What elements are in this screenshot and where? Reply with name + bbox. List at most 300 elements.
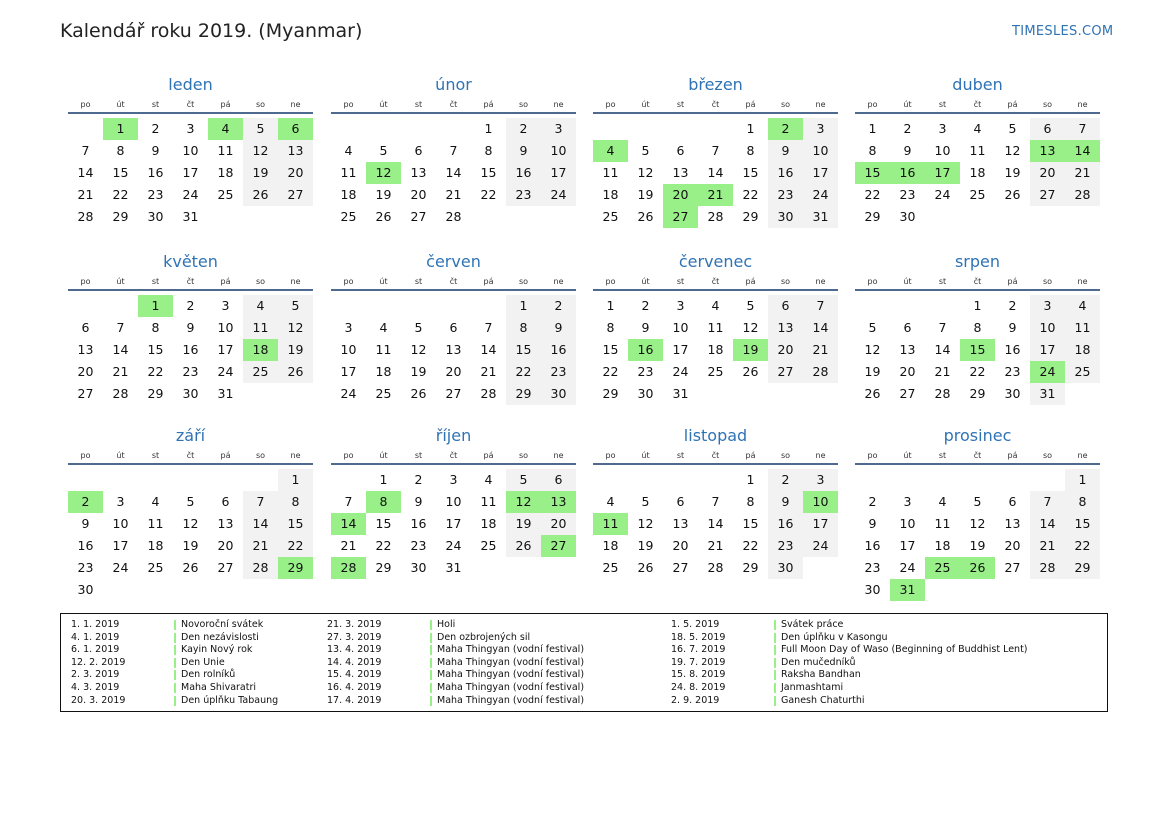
day-cell: 21 — [112, 364, 129, 379]
empty-cell — [855, 469, 890, 491]
legend-color-marker — [430, 620, 432, 630]
empty-cell — [436, 295, 471, 317]
legend-holiday-name: Full Moon Day of Waso (Beginning of Buddhist Lent) — [781, 644, 1028, 656]
legend-color-marker — [174, 620, 176, 630]
month-name: červen — [426, 252, 481, 271]
weekday-label: čt — [973, 277, 982, 286]
day-cell: 2 — [641, 298, 650, 313]
day-cell: 25 — [707, 364, 724, 379]
day-cell: 19 — [375, 187, 392, 202]
day-cell: 27 — [768, 361, 803, 383]
weekday-label: so — [780, 100, 791, 109]
legend-holiday-name: Maha Shivaratri — [181, 681, 257, 693]
day-cell: 11 — [217, 143, 234, 158]
day-cell: 14 — [707, 516, 724, 531]
legend-holiday-name: Maha Thingyan (vodní festival) — [437, 644, 585, 656]
weekday-label: čt — [186, 451, 195, 460]
holiday-legend — [60, 613, 1108, 712]
day-cell: 6 — [221, 494, 230, 509]
day-cell: 2 — [903, 121, 912, 136]
day-cell: 20 — [410, 187, 427, 202]
day-cell: 8 — [484, 143, 493, 158]
legend-holiday-name: Ganesh Chaturthi — [781, 694, 865, 706]
day-cell: 7 — [711, 494, 720, 509]
day-cell: 19 — [243, 162, 278, 184]
day-cell: 28 — [934, 386, 951, 401]
empty-cell — [68, 295, 103, 317]
holiday-day: 4 — [593, 140, 628, 162]
day-cell: 9 — [414, 494, 423, 509]
weekday-label: so — [518, 277, 529, 286]
weekday-label: po — [343, 277, 354, 286]
legend-row — [71, 632, 278, 645]
legend-holiday-name: Holi — [437, 619, 456, 630]
weekday-label: pá — [483, 451, 494, 460]
weekday-header — [331, 449, 576, 465]
empty-cell — [593, 118, 628, 140]
day-cell: 25 — [340, 209, 357, 224]
legend-color-marker — [174, 683, 176, 693]
weekday-label: út — [903, 100, 912, 109]
day-cell: 22 — [112, 187, 129, 202]
day-cell: 10 — [112, 516, 129, 531]
day-cell: 12 — [637, 516, 654, 531]
day-cell: 17 — [803, 513, 838, 535]
day-cell: 24 — [803, 535, 838, 557]
brand-link[interactable]: TIMESLES.COM — [1012, 24, 1114, 39]
day-cell: 22 — [742, 187, 759, 202]
day-cell: 29 — [375, 560, 392, 575]
day-cell: 29 — [147, 386, 164, 401]
legend-color-marker — [430, 683, 432, 693]
day-cell: 28 — [77, 209, 94, 224]
day-cell: 24 — [899, 560, 916, 575]
holiday-day: 15 — [960, 339, 995, 361]
legend-color-marker — [774, 620, 776, 630]
legend-date: 2. 9. 2019 — [671, 694, 720, 706]
empty-cell — [331, 469, 366, 491]
day-cell: 11 — [602, 165, 619, 180]
day-cell: 16 — [768, 513, 803, 535]
day-cell: 31 — [217, 386, 234, 401]
day-cell: 5 — [243, 118, 278, 140]
day-cell: 31 — [803, 206, 838, 228]
day-cell: 3 — [221, 298, 230, 313]
day-cell: 8 — [506, 317, 541, 339]
day-cell: 23 — [864, 560, 881, 575]
weekday-header — [331, 275, 576, 291]
day-cell: 1 — [746, 121, 755, 136]
weekday-label: čt — [449, 100, 458, 109]
day-cell: 13 — [410, 165, 427, 180]
weekday-label: so — [255, 277, 266, 286]
day-cell: 10 — [1030, 317, 1065, 339]
day-cell: 6 — [903, 320, 912, 335]
day-cell: 19 — [1004, 165, 1021, 180]
day-cell: 28 — [480, 386, 497, 401]
day-cell: 30 — [77, 582, 94, 597]
legend-color-marker — [174, 696, 176, 706]
day-cell: 16 — [410, 516, 427, 531]
day-cell: 10 — [182, 143, 199, 158]
day-cell: 26 — [742, 364, 759, 379]
day-cell: 5 — [1008, 121, 1017, 136]
holiday-day: 27 — [663, 206, 698, 228]
day-cell: 26 — [864, 386, 881, 401]
legend-holiday-name: Maha Thingyan (vodní festival) — [437, 669, 585, 681]
empty-cell — [960, 469, 995, 491]
day-cell: 17 — [541, 162, 576, 184]
legend-holiday-name: Den rolníků — [181, 669, 236, 681]
day-grid — [68, 118, 313, 228]
empty-cell — [593, 469, 628, 491]
empty-cell — [663, 469, 698, 491]
day-cell: 27 — [278, 184, 313, 206]
day-cell: 27 — [445, 386, 462, 401]
weekday-header — [855, 275, 1100, 291]
day-cell: 5 — [641, 143, 650, 158]
day-cell: 9 — [768, 140, 803, 162]
month-11 — [855, 423, 1100, 601]
day-cell: 28 — [1030, 557, 1065, 579]
month-name: březen — [688, 75, 743, 94]
legend-row — [71, 644, 278, 657]
weekday-label: po — [867, 100, 878, 109]
legend-color-marker — [774, 645, 776, 655]
day-cell: 17 — [182, 165, 199, 180]
day-cell: 3 — [116, 494, 125, 509]
day-cell: 22 — [969, 364, 986, 379]
day-cell: 4 — [1065, 295, 1100, 317]
day-cell: 17 — [217, 342, 234, 357]
day-cell: 23 — [768, 184, 803, 206]
holiday-day: 12 — [506, 491, 541, 513]
weekday-label: čt — [711, 100, 720, 109]
weekday-label: st — [151, 451, 160, 460]
weekday-label: so — [518, 451, 529, 460]
day-cell: 3 — [1030, 295, 1065, 317]
legend-color-marker — [174, 658, 176, 668]
month-9 — [331, 423, 576, 579]
day-cell: 29 — [864, 209, 881, 224]
day-cell: 30 — [864, 582, 881, 597]
day-cell: 18 — [375, 364, 392, 379]
legend-date: 6. 1. 2019 — [71, 644, 120, 656]
weekday-label: út — [903, 277, 912, 286]
day-cell: 16 — [768, 162, 803, 184]
legend-row — [671, 657, 1028, 670]
day-cell: 3 — [938, 121, 947, 136]
day-cell: 6 — [449, 320, 458, 335]
weekday-label: st — [676, 277, 685, 286]
day-cell: 22 — [602, 364, 619, 379]
weekday-label: po — [80, 100, 91, 109]
weekday-label: út — [641, 277, 650, 286]
empty-cell — [698, 469, 733, 491]
day-grid — [855, 295, 1100, 405]
empty-cell — [698, 118, 733, 140]
day-cell: 11 — [340, 165, 357, 180]
day-cell: 30 — [541, 383, 576, 405]
holiday-day: 2 — [68, 491, 103, 513]
day-cell: 8 — [278, 491, 313, 513]
day-cell: 6 — [1030, 118, 1065, 140]
day-cell: 25 — [480, 538, 497, 553]
day-cell: 24 — [934, 187, 951, 202]
holiday-day: 27 — [541, 535, 576, 557]
day-cell: 4 — [344, 143, 353, 158]
holiday-day: 28 — [331, 557, 366, 579]
day-cell: 20 — [768, 339, 803, 361]
day-cell: 11 — [934, 516, 951, 531]
weekday-label: út — [379, 451, 388, 460]
day-cell: 14 — [480, 342, 497, 357]
day-cell: 1 — [278, 469, 313, 491]
day-cell: 5 — [379, 143, 388, 158]
day-cell: 19 — [637, 187, 654, 202]
day-cell: 8 — [746, 143, 755, 158]
day-cell: 6 — [541, 469, 576, 491]
empty-cell — [628, 469, 663, 491]
legend-date: 24. 8. 2019 — [671, 681, 726, 693]
day-cell: 4 — [973, 121, 982, 136]
weekday-label: so — [255, 100, 266, 109]
day-cell: 22 — [480, 187, 497, 202]
legend-holiday-name: Den Unie — [181, 656, 225, 668]
day-cell: 21 — [803, 339, 838, 361]
legend-holiday-name: Den úplňku Tabaung — [181, 694, 279, 706]
day-cell: 5 — [973, 494, 982, 509]
weekday-label: ne — [815, 277, 826, 286]
legend-holiday-name: Den nezávislosti — [181, 631, 259, 643]
day-cell: 18 — [707, 342, 724, 357]
day-cell: 21 — [1030, 535, 1065, 557]
day-cell: 12 — [742, 320, 759, 335]
weekday-label: so — [1042, 451, 1053, 460]
legend-color-marker — [174, 670, 176, 680]
holiday-day: 15 — [855, 162, 890, 184]
legend-row — [327, 669, 584, 682]
day-cell: 9 — [903, 143, 912, 158]
day-cell: 10 — [934, 143, 951, 158]
day-cell: 13 — [1004, 516, 1021, 531]
empty-cell — [855, 295, 890, 317]
day-cell: 7 — [484, 320, 493, 335]
empty-cell — [138, 469, 173, 491]
day-cell: 25 — [375, 386, 392, 401]
day-cell: 20 — [899, 364, 916, 379]
day-cell: 21 — [445, 187, 462, 202]
day-cell: 9 — [541, 317, 576, 339]
day-cell: 24 — [182, 187, 199, 202]
day-cell: 24 — [445, 538, 462, 553]
holiday-day: 2 — [768, 118, 803, 140]
weekday-label: pá — [1007, 100, 1018, 109]
day-grid — [331, 295, 576, 405]
holiday-day: 1 — [138, 295, 173, 317]
legend-color-marker — [774, 683, 776, 693]
legend-holiday-name: Kayin Nový rok — [181, 644, 253, 656]
weekday-label: st — [938, 100, 947, 109]
day-cell: 13 — [899, 342, 916, 357]
legend-date: 15. 4. 2019 — [327, 669, 382, 681]
legend-holiday-name: Den ozbrojených sil — [437, 631, 531, 643]
legend-date: 21. 3. 2019 — [327, 619, 382, 630]
legend-holiday-name: Novoroční svátek — [181, 619, 264, 630]
day-cell: 30 — [637, 386, 654, 401]
month-name: říjen — [435, 426, 472, 445]
day-cell: 27 — [1030, 184, 1065, 206]
legend-column — [71, 619, 278, 707]
day-cell: 30 — [410, 560, 427, 575]
day-cell: 8 — [746, 494, 755, 509]
day-cell: 14 — [934, 342, 951, 357]
weekday-label: ne — [553, 277, 564, 286]
legend-date: 4. 1. 2019 — [71, 631, 120, 643]
day-cell: 28 — [243, 557, 278, 579]
legend-holiday-name: Raksha Bandhan — [781, 669, 861, 681]
day-cell: 22 — [506, 361, 541, 383]
day-cell: 26 — [410, 386, 427, 401]
weekday-label: st — [676, 100, 685, 109]
weekday-label: po — [343, 100, 354, 109]
weekday-label: čt — [711, 277, 720, 286]
day-cell: 24 — [541, 184, 576, 206]
day-cell: 28 — [803, 361, 838, 383]
legend-row — [671, 644, 1028, 657]
weekday-label: čt — [186, 277, 195, 286]
day-cell: 31 — [182, 209, 199, 224]
day-cell: 18 — [602, 187, 619, 202]
day-cell: 13 — [278, 140, 313, 162]
day-cell: 7 — [803, 295, 838, 317]
weekday-label: ne — [553, 100, 564, 109]
day-cell: 29 — [602, 386, 619, 401]
legend-row — [71, 695, 278, 708]
legend-date: 15. 8. 2019 — [671, 669, 726, 681]
day-cell: 25 — [969, 187, 986, 202]
weekday-header — [68, 449, 313, 465]
legend-date: 12. 2. 2019 — [71, 656, 126, 668]
holiday-day: 21 — [698, 184, 733, 206]
month-10 — [593, 423, 838, 579]
legend-holiday-name: Maha Thingyan (vodní festival) — [437, 681, 585, 693]
day-cell: 29 — [969, 386, 986, 401]
day-cell: 16 — [864, 538, 881, 553]
weekday-label: st — [414, 100, 423, 109]
day-cell: 23 — [147, 187, 164, 202]
holiday-day: 11 — [593, 513, 628, 535]
month-name: červenec — [678, 252, 753, 271]
weekday-label: po — [605, 451, 616, 460]
day-cell: 9 — [81, 516, 90, 531]
day-cell: 13 — [77, 342, 94, 357]
weekday-label: čt — [973, 451, 982, 460]
day-cell: 6 — [414, 143, 423, 158]
day-cell: 3 — [186, 121, 195, 136]
empty-cell — [173, 469, 208, 491]
day-cell: 16 — [182, 342, 199, 357]
day-grid — [855, 469, 1100, 601]
day-cell: 18 — [340, 187, 357, 202]
empty-cell — [208, 469, 243, 491]
day-cell: 12 — [410, 342, 427, 357]
legend-row — [671, 619, 1028, 632]
legend-date: 27. 3. 2019 — [327, 631, 382, 643]
weekday-header — [68, 275, 313, 291]
weekday-label: pá — [745, 277, 756, 286]
day-cell: 21 — [480, 364, 497, 379]
legend-color-marker — [430, 696, 432, 706]
weekday-label: ne — [290, 100, 301, 109]
day-cell: 7 — [116, 320, 125, 335]
day-cell: 12 — [1004, 143, 1021, 158]
day-cell: 8 — [868, 143, 877, 158]
month-name: duben — [952, 75, 1003, 94]
day-cell: 7 — [344, 494, 353, 509]
legend-holiday-name: Den úplňku v Kasongu — [781, 631, 888, 643]
day-cell: 20 — [541, 513, 576, 535]
legend-date: 4. 3. 2019 — [71, 681, 120, 693]
legend-row — [327, 695, 584, 708]
weekday-label: po — [605, 277, 616, 286]
day-cell: 20 — [445, 364, 462, 379]
weekday-label: út — [903, 451, 912, 460]
day-cell: 17 — [340, 364, 357, 379]
day-cell: 11 — [147, 516, 164, 531]
holiday-day: 20 — [663, 184, 698, 206]
holiday-day: 13 — [541, 491, 576, 513]
holiday-day: 16 — [890, 162, 925, 184]
day-cell: 6 — [768, 295, 803, 317]
legend-date: 13. 4. 2019 — [327, 644, 382, 656]
day-cell: 26 — [1004, 187, 1021, 202]
day-cell: 21 — [707, 538, 724, 553]
day-cell: 5 — [414, 320, 423, 335]
day-cell: 7 — [711, 143, 720, 158]
weekday-label: po — [80, 277, 91, 286]
day-cell: 23 — [182, 364, 199, 379]
weekday-label: ne — [1077, 100, 1088, 109]
day-cell: 26 — [637, 560, 654, 575]
day-cell: 30 — [1004, 386, 1021, 401]
day-cell: 1 — [506, 295, 541, 317]
holiday-day: 8 — [366, 491, 401, 513]
day-cell: 17 — [445, 516, 462, 531]
weekday-label: čt — [973, 100, 982, 109]
weekday-label: st — [938, 451, 947, 460]
legend-color-marker — [774, 633, 776, 643]
weekday-label: pá — [483, 100, 494, 109]
day-cell: 26 — [278, 361, 313, 383]
day-cell: 16 — [147, 165, 164, 180]
day-grid — [331, 118, 576, 228]
month-5 — [331, 249, 576, 405]
legend-row — [71, 657, 278, 670]
day-cell: 27 — [77, 386, 94, 401]
day-cell: 15 — [506, 339, 541, 361]
day-cell: 2 — [768, 469, 803, 491]
legend-holiday-name: Janmashtami — [781, 681, 844, 693]
legend-date: 2. 3. 2019 — [71, 669, 120, 681]
month-1 — [331, 72, 576, 228]
holiday-day: 13 — [1030, 140, 1065, 162]
day-cell: 7 — [1065, 118, 1100, 140]
month-name: prosinec — [943, 426, 1012, 445]
legend-row — [327, 632, 584, 645]
day-cell: 2 — [1008, 298, 1017, 313]
month-7 — [855, 249, 1100, 405]
